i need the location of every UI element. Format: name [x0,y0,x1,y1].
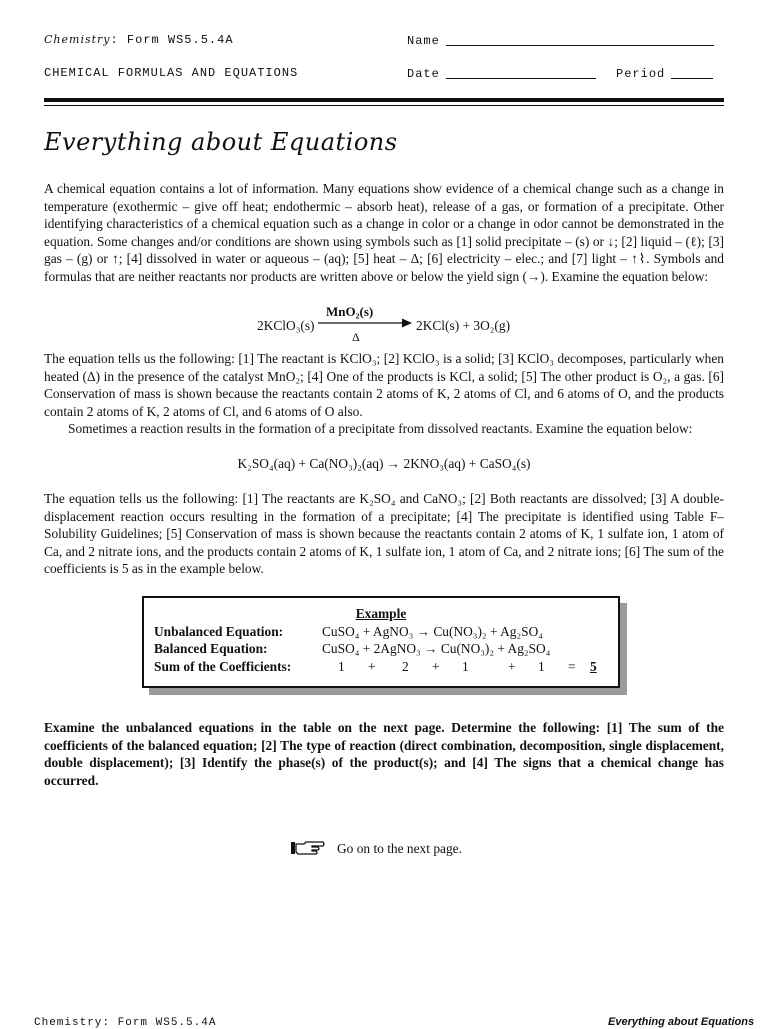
coef-equals: = [568,659,576,674]
coef-1: 1 [338,659,345,674]
form-number: : Form WS5.5.4A [110,33,234,47]
header-subtitle: CHEMICAL FORMULAS AND EQUATIONS [44,66,299,80]
course-label: Chemistry [44,33,111,46]
unbalanced-equation: CuSO₄ + AgNO₃ → Cu(NO₃)₂ + Ag₂SO₄ [322,624,543,639]
date-field[interactable] [407,66,713,81]
date-blank[interactable] [446,66,596,79]
name-label: Name [407,34,440,48]
go-on-text: Go on to the next page. [337,841,462,856]
coef-2: 2 [402,659,409,674]
header-rule-thin [44,105,724,106]
coef-sum: 5 [590,659,597,674]
equation1-catalyst: MnO₂(s) [326,304,374,319]
example-box [142,596,620,688]
footer-right: Everything about Equations [608,1016,755,1028]
yield-arrow-icon [318,317,412,329]
paragraph-3: Sometimes a reaction results in the formation of a precipitate from dissolved reactants. Examine the equation below: [68,421,693,436]
coef-4: 1 [538,659,545,674]
name-field[interactable] [407,33,714,48]
equation1-left: 2KClO₃(s) [257,318,315,333]
balanced-equation: CuSO₄ + 2AgNO₃ → Cu(NO₃)₂ + Ag₂SO₄ [322,641,551,656]
coef-plus-3: + [508,659,516,674]
paragraph-4: The equation tells us the following: [1] The reactants are K₂SO₄ and CaNO₃; [2] Both reactants are dissolved; [3] A double-displacement reaction occurs resulting in the formation of a precipitate; [4] The precipitate is identified using Table F–Solubility Guidelines; [5] Conservation of mass is shown because the reactants contain 2 atoms of K, 1 sulfate ion, 1 atom of Ca, and 2 nitrate ions, and the products contain 2 atoms of K, 1 sulfate ion, 1 atom of Ca, and 2 nitrate ions; [6] The sum of the coefficients is 5 as in the example below. [44,491,724,577]
coef-3: 1 [462,659,469,674]
equation1-right: 2KCl(s) + 3O₂(g) [416,318,511,333]
period-label: Period [616,67,666,81]
intro-paragraph: A chemical equation contains a lot of information. Many equations show evidence of a chemical change such as a change in temperature (exothermic – give off heat; endothermic – absorb heat), release of a gas, or formation of a precipitate. Other identifying characteristics of a chemical equation such as a change in color or a change in odor cannot be demonstrated in the equation. Some changes and/or conditions are shown using symbols such as [1] solid precipitate – (s) or ↓; [2] liquid – (ℓ); [3] gas – (g) or ↑; [4] dissolved in water or aqueous – (aq); [5] heat – Δ; [6] electricity – elec.; and [7] light – ↑⌇. Symbols and formulas that are neither reactants nor products are written above or below the yield sign (→). Examine the equation below: [44,181,724,284]
coef-plus-2: + [432,659,440,674]
equation2: K₂SO₄(aq) + Ca(NO₃)₂(aq) → 2KNO₃(aq) + CaSO₄(s) [237,456,531,471]
example-heading: Example [355,606,407,621]
instructions: Examine the unbalanced equations in the table on the next page. Determine the following: [1] The sum of the coefficients of the balanced equation; [2] The type of reaction (direct combination, decomposition, single displacement, double displacement); [3] Identify the phase(s) of the product(s); and [4] The signs that a chemical change has occurred. [44,720,724,788]
period-blank[interactable] [671,66,713,79]
pointing-hand-icon [290,840,326,856]
equation1-heat: Δ [352,330,360,344]
date-label: Date [407,67,440,81]
footer-left: Chemistry: Form WS5.5.4A [34,1017,217,1029]
header-form [44,33,234,47]
paragraph-2: The equation tells us the following: [1] The reactant is KClO₃; [2] KClO₃ is a solid; [3] KClO₃ decomposes, particularly when heated (Δ) in the presence of the catalyst MnO₂; [4] One of the products is KCl, a solid; [5] The other product is O₂, a gas. [6] Conservation of mass is shown because the reactants contain 2 atoms of K, 2 atoms of Cl, and 6 atoms of O, and the products contain 2 atoms of K, 2 atoms of Cl, and 6 atoms of O also. [44,351,724,419]
page-title: Everything about Equations [44,128,398,156]
sum-label: Sum of the Coefficients: [154,659,292,674]
coef-plus-1: + [368,659,376,674]
unbalanced-label: Unbalanced Equation: [154,624,284,639]
header-rule-thick [44,98,724,102]
name-blank[interactable] [446,33,714,46]
balanced-label: Balanced Equation: [154,641,268,656]
